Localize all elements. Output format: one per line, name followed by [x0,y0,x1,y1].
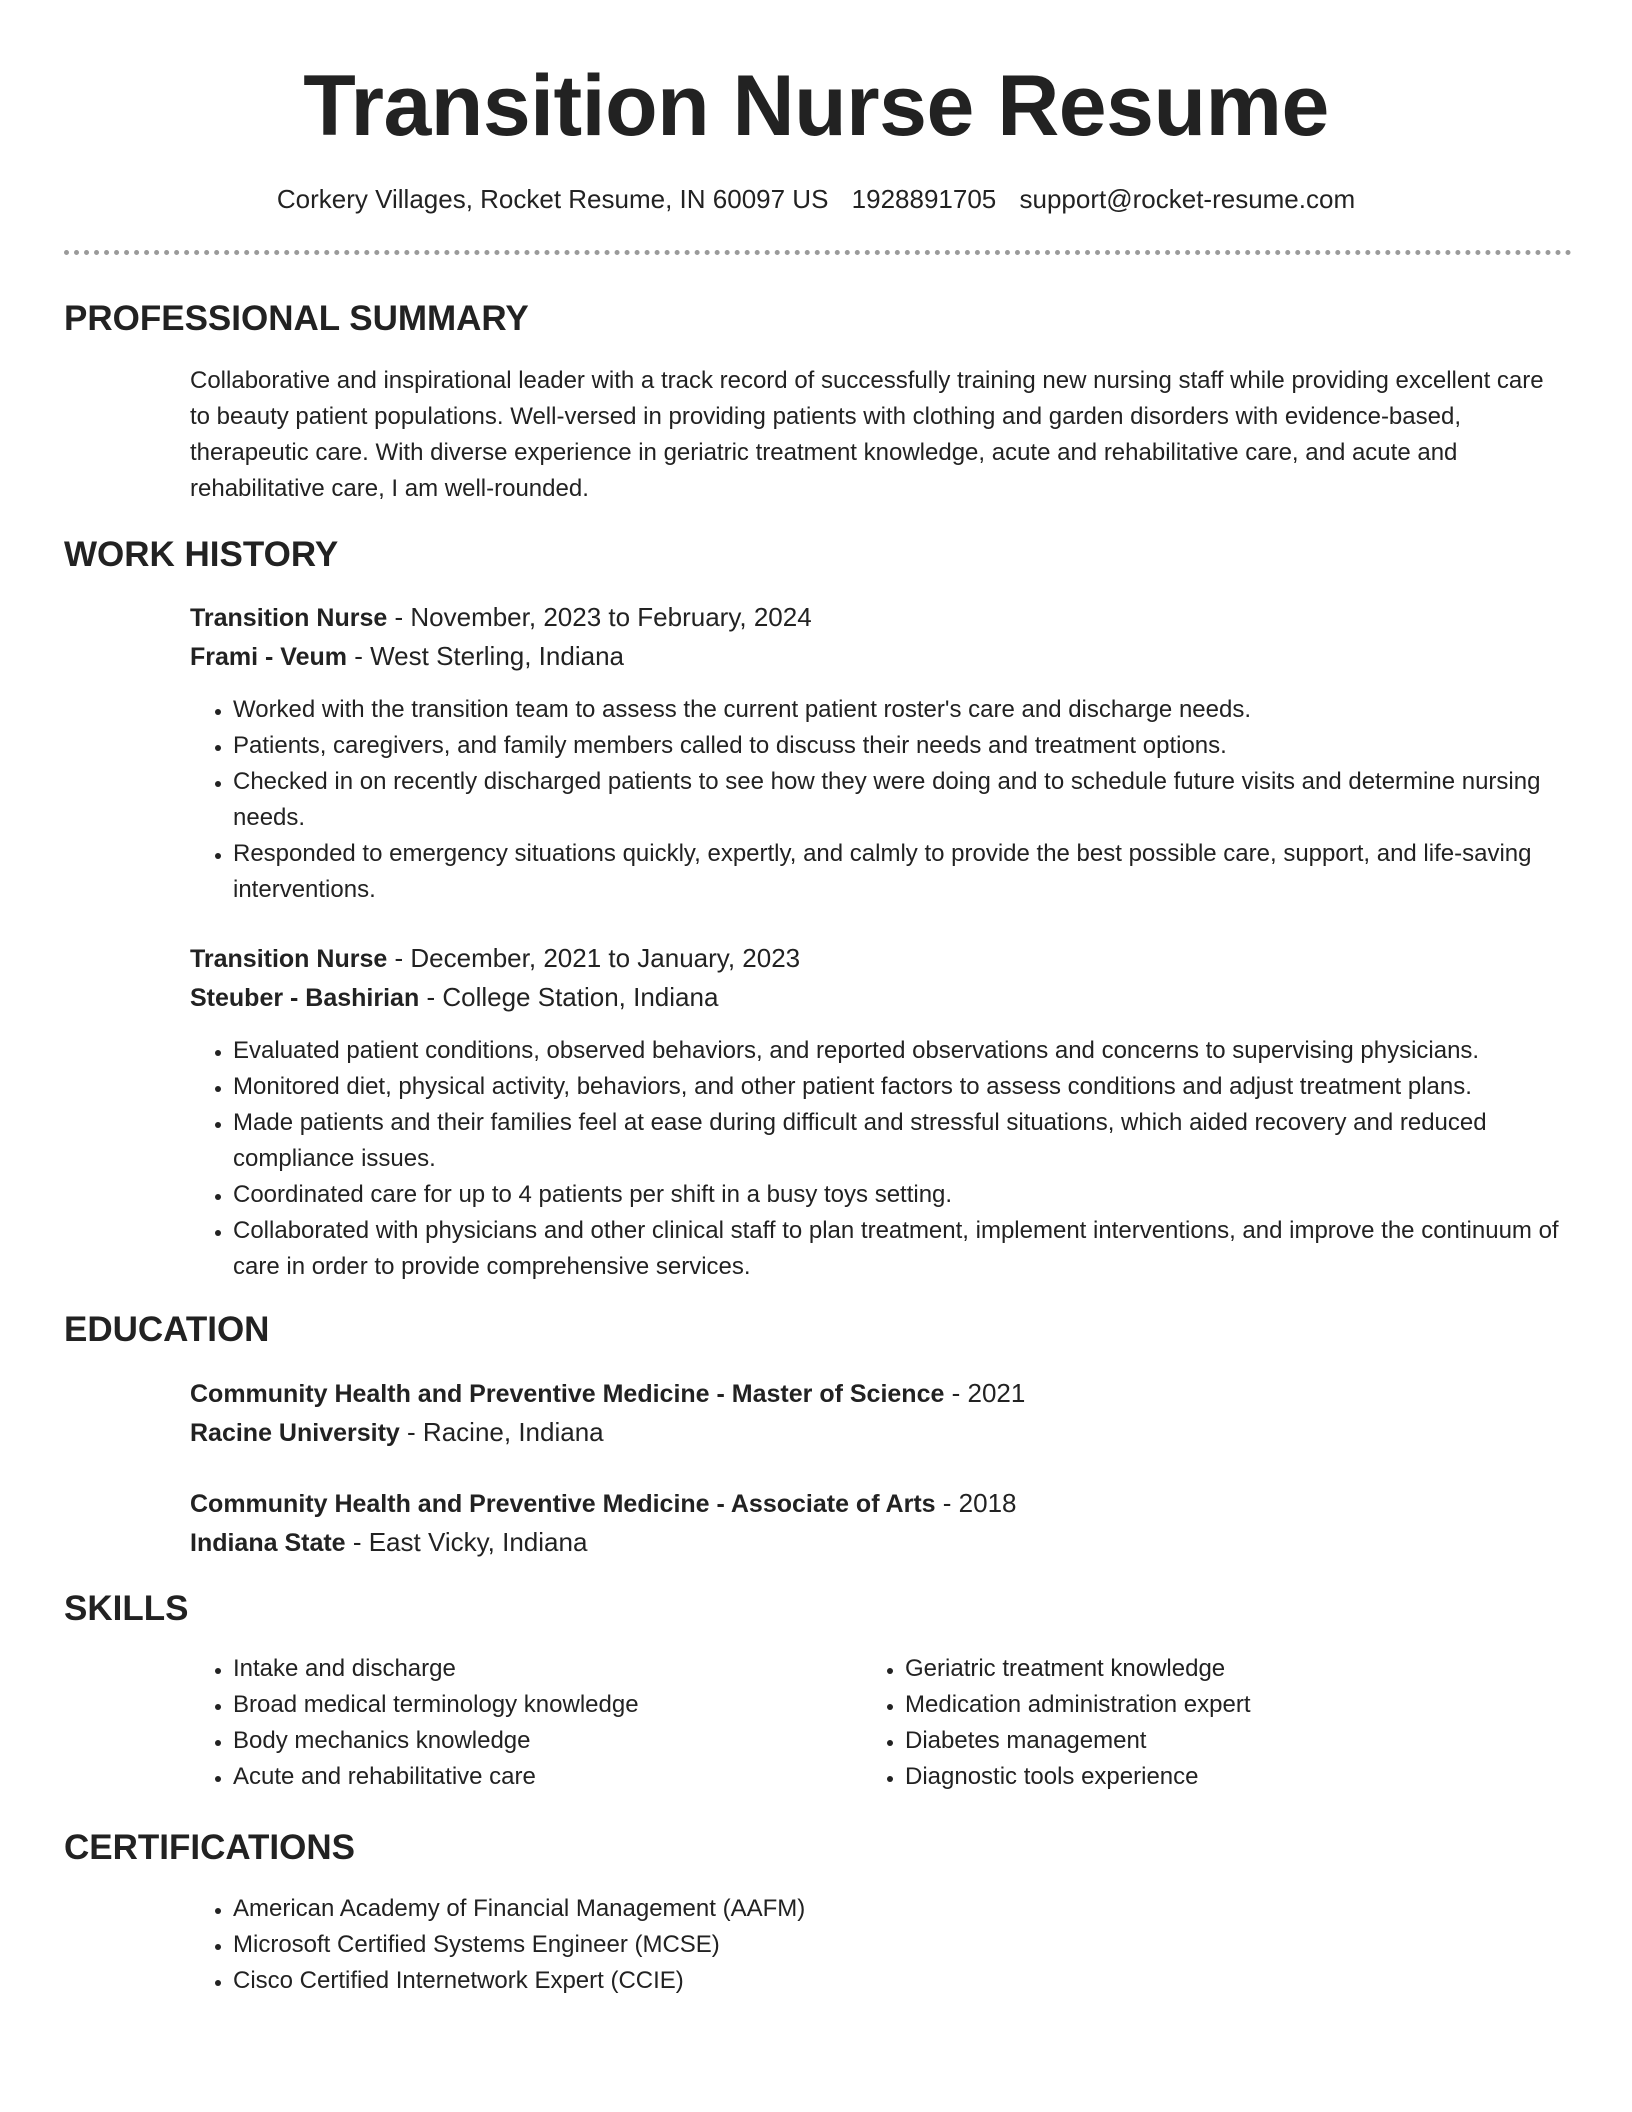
summary-text: Collaborative and inspirational leader with a track record of successfully training new nursing staff while providing excellent care to beauty patient populations. Well-versed in providing patients with clothing and garden disorders with evidence-based, therapeutic care. With diverse experience in geriatric treatment knowledge, acute and rehabilitative care, and acute and rehabilitative care, I am well-rounded. [190,367,1544,502]
skills-list-right [862,1651,1542,1795]
school-location: - Racine, Indiana [399,1417,604,1447]
certifications-heading: CERTIFICATIONS [64,1828,356,1867]
list-item: • Made patients and their families feel at ease during difficult and stressful situations, which aided recovery and reduced compliance issues. [233,1105,1570,1177]
job-entry-1 [190,598,1570,908]
job-dates: - December, 2021 to January, 2023 [387,943,801,973]
skills-column-left [190,1651,870,1795]
list-item: • Worked with the transition team to assess the current patient roster's care and discharge needs. [233,692,1570,728]
certifications-section [190,1891,1570,1999]
job-employer: Steuber - Bashirian [190,984,420,1012]
contact-phone: 1928891705 [851,184,997,214]
job-duties-list [190,692,1570,908]
list-item: • Monitored diet, physical activity, behaviors, and other patient factors to assess conditions and adjust treatment plans. [233,1069,1570,1105]
list-item: • Responded to emergency situations quickly, expertly, and calmly to provide the best possible care, support, and life-saving interventions. [233,836,1570,908]
school-line [190,1523,1570,1562]
job-employer-line [190,978,1570,1017]
list-item: • Acute and rehabilitative care [233,1759,870,1795]
job-role: Transition Nurse [190,945,388,973]
school-location: - East Vicky, Indiana [345,1527,588,1557]
contact-email: support@rocket-resume.com [1019,184,1356,214]
job-entry-2 [190,939,1570,1285]
list-item: • Diagnostic tools experience [905,1759,1542,1795]
list-item: • Microsoft Certified Systems Engineer (MCSE) [233,1927,1570,1963]
list-item: • American Academy of Financial Management (AAFM) [233,1891,1570,1927]
list-item: • Geriatric treatment knowledge [905,1651,1542,1687]
job-title-line [190,939,1570,978]
header-divider [64,250,1572,255]
skills-heading: SKILLS [64,1589,189,1628]
job-employer: Frami - Veum [190,643,347,671]
list-item: • Body mechanics knowledge [233,1723,870,1759]
education-entry-1 [190,1374,1570,1452]
list-item: • Patients, caregivers, and family members called to discuss their needs and treatment options. [233,728,1570,764]
degree-year: - 2018 [935,1488,1017,1518]
skills-list-left [190,1651,870,1795]
contact-line [0,180,1632,218]
education-heading: EDUCATION [64,1310,270,1349]
school-name: Indiana State [190,1529,346,1557]
list-item: • Broad medical terminology knowledge [233,1687,870,1723]
job-location: - College Station, Indiana [419,982,719,1012]
work-history-heading: WORK HISTORY [64,535,339,574]
list-item: • Cisco Certified Internetwork Expert (CCIE) [233,1963,1570,1999]
list-item: • Coordinated care for up to 4 patients per shift in a busy toys setting. [233,1177,1570,1213]
job-duties-list [190,1033,1570,1285]
list-item: • Diabetes management [905,1723,1542,1759]
school-name: Racine University [190,1419,400,1447]
list-item: • Medication administration expert [905,1687,1542,1723]
education-entry-2 [190,1484,1570,1562]
resume-title: Transition Nurse Resume [303,58,1329,154]
degree-name: Community Health and Preventive Medicine - Associate of Arts [190,1490,936,1518]
job-location: - West Sterling, Indiana [347,641,624,671]
job-employer-line [190,637,1570,676]
list-item: • Collaborated with physicians and other clinical staff to plan treatment, implement interventions, and improve the continuum of care in order to provide comprehensive services. [233,1213,1570,1285]
degree-name: Community Health and Preventive Medicine - Master of Science [190,1380,945,1408]
summary-section [190,363,1570,507]
degree-year: - 2021 [944,1378,1026,1408]
summary-heading: PROFESSIONAL SUMMARY [64,299,529,338]
list-item: • Evaluated patient conditions, observed behaviors, and reported observations and concerns to supervising physicians. [233,1033,1570,1069]
contact-address: Corkery Villages, Rocket Resume, IN 60097 US [276,184,829,214]
certifications-list [190,1891,1570,1999]
job-title-line [190,598,1570,637]
skills-column-right [862,1651,1542,1795]
degree-line [190,1484,1570,1523]
school-line [190,1413,1570,1452]
job-role: Transition Nurse [190,604,388,632]
list-item: • Intake and discharge [233,1651,870,1687]
list-item: • Checked in on recently discharged patients to see how they were doing and to schedule future visits and determine nursing needs. [233,764,1570,836]
job-dates: - November, 2023 to February, 2024 [387,602,812,632]
degree-line [190,1374,1570,1413]
